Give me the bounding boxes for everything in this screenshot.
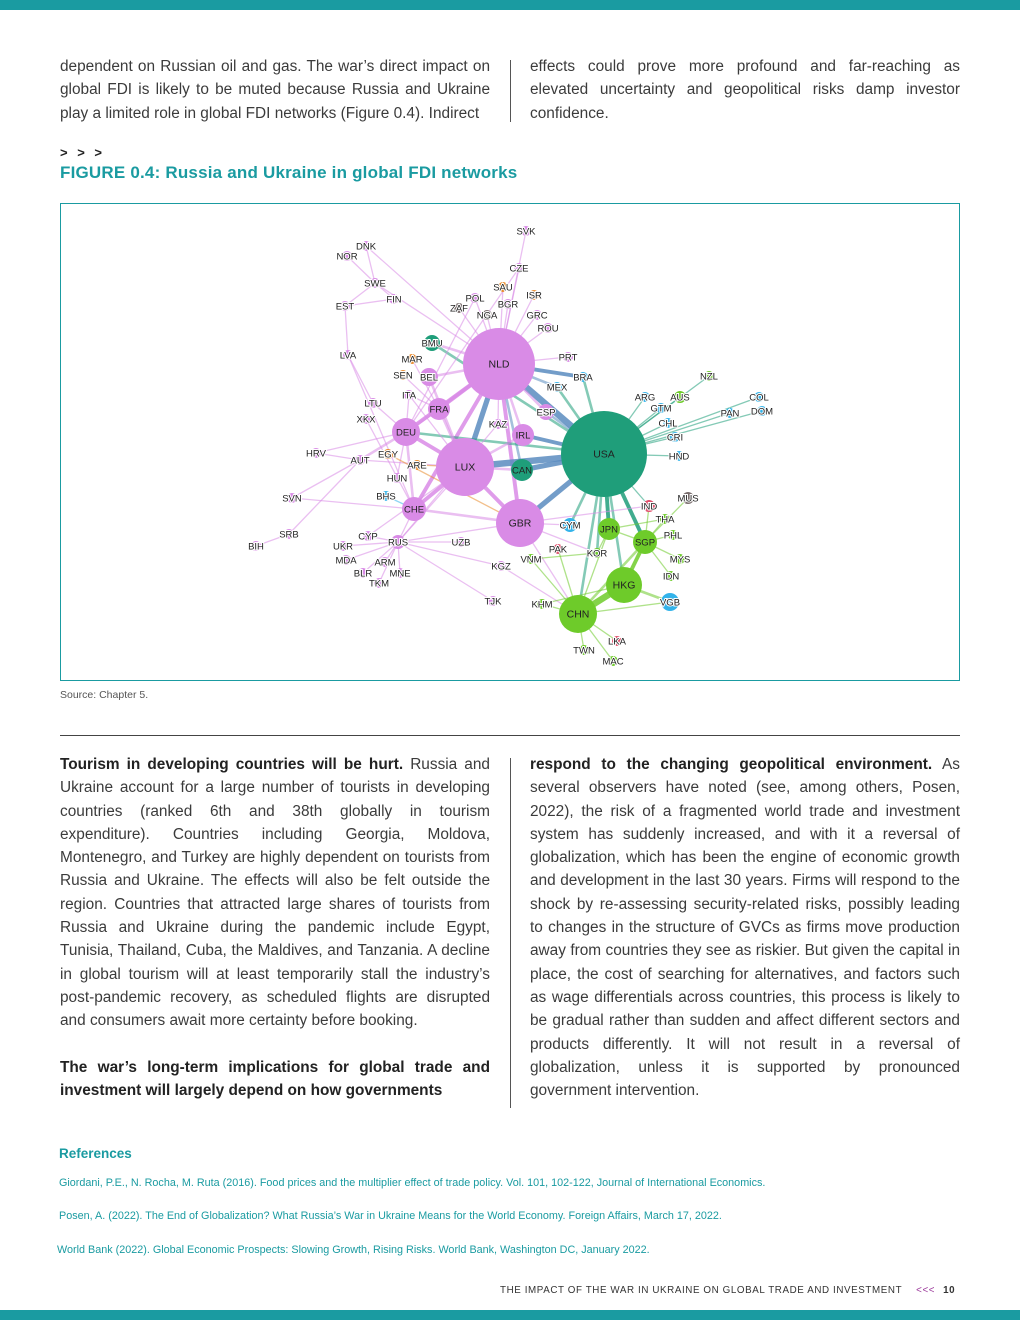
label-uzb: UZB bbox=[451, 537, 471, 549]
top-column-divider bbox=[510, 60, 511, 122]
label-mda: MDA bbox=[335, 555, 357, 567]
label-prt: PRT bbox=[558, 352, 578, 364]
label-jpn: JPN bbox=[600, 524, 618, 536]
label-lux: LUX bbox=[454, 461, 476, 474]
label-dom: DOM bbox=[750, 406, 774, 418]
label-irl: IRL bbox=[515, 430, 531, 442]
label-zaf: ZAF bbox=[450, 303, 468, 315]
label-ukr: UKR bbox=[332, 541, 354, 553]
edge-est-lva bbox=[345, 306, 348, 355]
label-mac: MAC bbox=[602, 656, 624, 668]
label-kgz: KGZ bbox=[491, 561, 511, 573]
label-tjk: TJK bbox=[484, 596, 502, 608]
label-nor: NOR bbox=[336, 251, 358, 263]
label-twn: TWN bbox=[573, 645, 595, 657]
label-mex: MEX bbox=[546, 382, 568, 394]
label-cri: CRI bbox=[666, 432, 684, 444]
page-number: 10 bbox=[943, 1285, 956, 1296]
globalization-body: As several observers have noted (see, among others, Posen, 2022), the risk of a fragmented world trade and investment system has suddenly increased, and with it a reversal of globalization, which has been the engine of economic growth and development in the last 30 years. Firms will respond to the shock by re-assessing security-related risks, possibly leading to changes in the structure of GVCs as firms move production away from countries they see as riskier. But given the capital in place, the cost of searching for alternatives, and factors such as wage differentials across countries, this process is likely to be gradual rather than sudden and affect different sectors and products differently. It will not result in a reversal of globalization, unless it is supported by pronounced government intervention. bbox=[530, 756, 960, 1100]
label-mar: MAR bbox=[401, 354, 423, 366]
label-che: CHE bbox=[403, 504, 425, 516]
fdi-network-chart bbox=[61, 204, 959, 680]
implications-paragraph bbox=[60, 1056, 490, 1103]
label-sgp: SGP bbox=[634, 537, 656, 549]
label-arg: ARG bbox=[634, 392, 656, 404]
label-grc: GRC bbox=[526, 310, 548, 322]
label-rus: RUS bbox=[387, 537, 409, 549]
label-est: EST bbox=[335, 301, 355, 313]
label-cyp: CYP bbox=[358, 531, 378, 543]
label-svn: SVN bbox=[282, 493, 302, 505]
bottom-right-column bbox=[530, 753, 960, 1102]
label-bra: BRA bbox=[573, 372, 593, 384]
label-are: ARE bbox=[407, 460, 427, 472]
bottom-accent-bar bbox=[0, 1310, 1020, 1320]
label-bih: BIH bbox=[248, 541, 264, 553]
label-hnd: HND bbox=[668, 451, 690, 463]
label-nld: NLD bbox=[488, 358, 510, 371]
label-ind: IND bbox=[640, 501, 658, 513]
label-idn: IDN bbox=[662, 571, 680, 583]
label-srb: SRB bbox=[279, 529, 299, 541]
top-left-column bbox=[60, 55, 490, 125]
label-khm: KHM bbox=[531, 599, 553, 611]
label-aus: AUS bbox=[670, 392, 690, 404]
label-bgr: BGR bbox=[497, 299, 519, 311]
label-rou: ROU bbox=[537, 323, 559, 335]
label-phl: PHL bbox=[663, 530, 683, 542]
footer-title: THE IMPACT OF THE WAR IN UKRAINE ON GLOBAL TRADE AND INVESTMENT bbox=[500, 1285, 903, 1296]
page-footer bbox=[500, 1285, 955, 1296]
figure-title: FIGURE 0.4: Russia and Ukraine in global FDI networks bbox=[60, 163, 518, 182]
label-pol: POL bbox=[465, 293, 485, 305]
top-left-text: dependent on Russian oil and gas. The war’s direct impact on global FDI is likely to be muted because Russia and Ukraine play a limited role in global FDI networks (Figure 0.4). Indirect bbox=[60, 58, 490, 122]
label-nga: NGA bbox=[476, 310, 498, 322]
label-bel: BEL bbox=[420, 372, 438, 384]
label-esp: ESP bbox=[536, 407, 556, 419]
bottom-column-divider bbox=[510, 758, 511, 1108]
reference-item: Giordani, P.E., N. Rocha, M. Ruta (2016). Food prices and the multiplier effect of trade policy. Vol. 101, 102-122, Journal of International Economics. bbox=[59, 1177, 766, 1189]
label-usa: USA bbox=[593, 448, 615, 461]
label-pan: PAN bbox=[720, 408, 740, 420]
label-tha: THA bbox=[655, 514, 675, 526]
globalization-paragraph bbox=[530, 753, 960, 1102]
label-hkg: HKG bbox=[612, 579, 636, 592]
label-gtm: GTM bbox=[650, 403, 672, 415]
label-pak: PAK bbox=[548, 544, 568, 556]
label-sau: SAU bbox=[493, 282, 513, 294]
label-fin: FIN bbox=[386, 294, 402, 306]
top-accent-bar bbox=[0, 0, 1020, 10]
label-ita: ITA bbox=[401, 390, 417, 402]
figure-source: Source: Chapter 5. bbox=[60, 689, 149, 701]
label-col: COL bbox=[749, 392, 769, 404]
label-mys: MYS bbox=[669, 554, 691, 566]
label-deu: DEU bbox=[395, 427, 417, 439]
label-cym: CYM bbox=[559, 520, 581, 532]
label-fra: FRA bbox=[429, 404, 449, 416]
label-tkm: TKM bbox=[368, 578, 390, 590]
label-lva: LVA bbox=[339, 350, 357, 362]
implications-lead: The war’s long-term implications for global trade and investment will largely depend on how governments bbox=[60, 1058, 490, 1099]
label-hrv: HRV bbox=[306, 448, 326, 460]
label-kaz: KAZ bbox=[488, 419, 508, 431]
label-egy: EGY bbox=[377, 449, 399, 461]
label-vgb: VGB bbox=[659, 597, 681, 609]
label-nzl: NZL bbox=[700, 371, 718, 383]
label-arm: ARM bbox=[374, 557, 396, 569]
label-isr: ISR bbox=[526, 290, 542, 302]
label-bhs: BHS bbox=[376, 491, 396, 503]
label-chn: CHN bbox=[566, 608, 590, 621]
label-kor: KOR bbox=[586, 548, 608, 560]
bottom-left-column bbox=[60, 753, 490, 1102]
tourism-paragraph bbox=[60, 753, 490, 1033]
label-mus: MUS bbox=[677, 493, 699, 505]
label-aut: AUT bbox=[350, 455, 370, 467]
label-blr: BLR bbox=[353, 568, 373, 580]
section-divider bbox=[60, 735, 960, 736]
top-right-column bbox=[530, 55, 960, 125]
figure-arrows: > > > bbox=[60, 145, 105, 160]
network-edges bbox=[256, 231, 762, 661]
label-bmu: BMU bbox=[421, 338, 443, 350]
edge-rus-tjk bbox=[398, 542, 493, 601]
label-xkx: XKX bbox=[356, 414, 376, 426]
tourism-lead: Tourism in developing countries will be hurt. bbox=[60, 756, 404, 773]
label-can: CAN bbox=[511, 465, 533, 477]
figure-frame bbox=[60, 203, 960, 681]
label-lka: LKA bbox=[608, 636, 626, 648]
footer-chevrons: <<< bbox=[916, 1285, 936, 1296]
label-swe: SWE bbox=[364, 278, 386, 290]
label-gbr: GBR bbox=[508, 517, 532, 530]
reference-item: World Bank (2022). Global Economic Prospects: Slowing Growth, Rising Risks. World Bank, Washington DC, January 2022. bbox=[57, 1244, 650, 1256]
label-sen: SEN bbox=[393, 370, 413, 382]
top-right-text: effects could prove more profound and far-reaching as elevated uncertainty and geopolitical risks damp investor confidence. bbox=[530, 58, 960, 122]
label-vnm: VNM bbox=[520, 554, 542, 566]
label-mne: MNE bbox=[389, 568, 411, 580]
label-dnk: DNK bbox=[355, 241, 377, 253]
label-cze: CZE bbox=[509, 263, 529, 275]
reference-item: Posen, A. (2022). The End of Globalization? What Russia’s War in Ukraine Means for the World Economy. Foreign Affairs, March 17, 2022. bbox=[59, 1210, 722, 1222]
label-svk: SVK bbox=[516, 226, 536, 238]
globalization-lead: respond to the changing geopolitical environment. bbox=[530, 756, 933, 773]
label-hun: HUN bbox=[386, 473, 408, 485]
label-chl: CHL bbox=[658, 418, 678, 430]
references-heading: References bbox=[59, 1146, 132, 1161]
tourism-body: Russia and Ukraine account for a large number of tourists in developing countries (ranked 6th and 38th globally in tourism expenditure). Countries including Georgia, Moldova, Montenegro, and Turkey are highly dependent on tourists from Russia and Ukraine. The effects will also be felt outside the region. Countries that attracted large shares of tourists from Russia and Ukraine during the pandemic include Egypt, Tunisia, Thailand, Cuba, the Maldives, and Tanzania. A decline in global tourism will at least temporarily stall the industry’s post-pandemic recovery, as scheduled flights are disrupted and consumers await more certainty before booking. bbox=[60, 756, 490, 1030]
label-ltu: LTU bbox=[364, 398, 382, 410]
edge-rus-kgz bbox=[398, 542, 501, 566]
